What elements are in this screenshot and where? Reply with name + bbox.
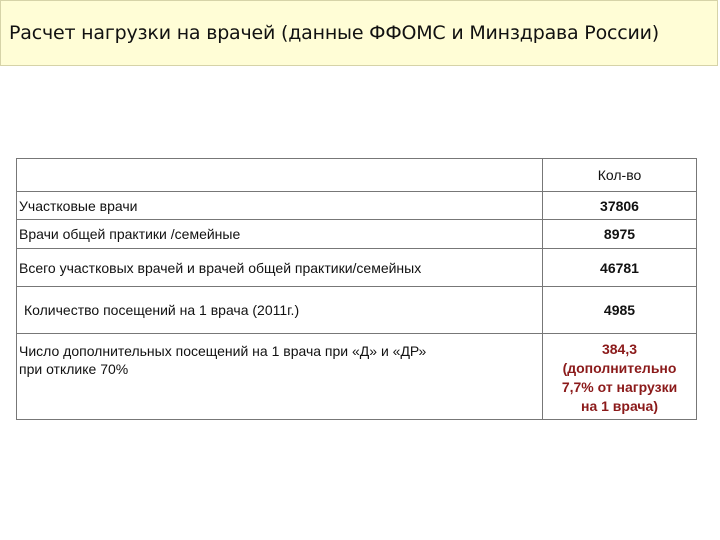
row-value	[543, 334, 697, 420]
row-value-line: на 1 врача)	[581, 398, 658, 414]
table-row	[17, 220, 697, 249]
row-label: Врачи общей практики /семейные	[17, 220, 543, 249]
row-value-line: 7,7% от нагрузки	[561, 379, 678, 395]
row-value: 8975	[543, 220, 697, 249]
title-banner	[0, 0, 718, 66]
row-label: Участковые врачи	[17, 192, 543, 220]
table-row	[17, 192, 697, 220]
row-label-line: Число дополнительных посещений на 1 врача при «Д» и «ДР»	[19, 343, 427, 359]
row-value: 46781	[543, 249, 697, 287]
row-label: Всего участковых врачей и врачей общей практики/семейных	[17, 249, 543, 287]
row-label: Количество посещений на 1 врача (2011г.)	[17, 287, 543, 334]
row-value: 37806	[543, 192, 697, 220]
row-label	[17, 334, 543, 420]
load-table	[16, 158, 697, 420]
page-title: Расчет нагрузки на врачей (данные ФФОМС и Минздрава России)	[9, 22, 659, 44]
table-row	[17, 287, 697, 334]
table-row	[17, 249, 697, 287]
table-row	[17, 334, 697, 420]
header-label-cell	[17, 159, 543, 192]
row-label-line: при отклике 70%	[19, 361, 129, 377]
header-count-cell: Кол-во	[543, 159, 697, 192]
row-value-line: 384,3	[601, 341, 638, 357]
row-value-line: (дополнительно	[562, 360, 677, 376]
row-value: 4985	[543, 287, 697, 334]
table-header-row	[17, 159, 697, 192]
